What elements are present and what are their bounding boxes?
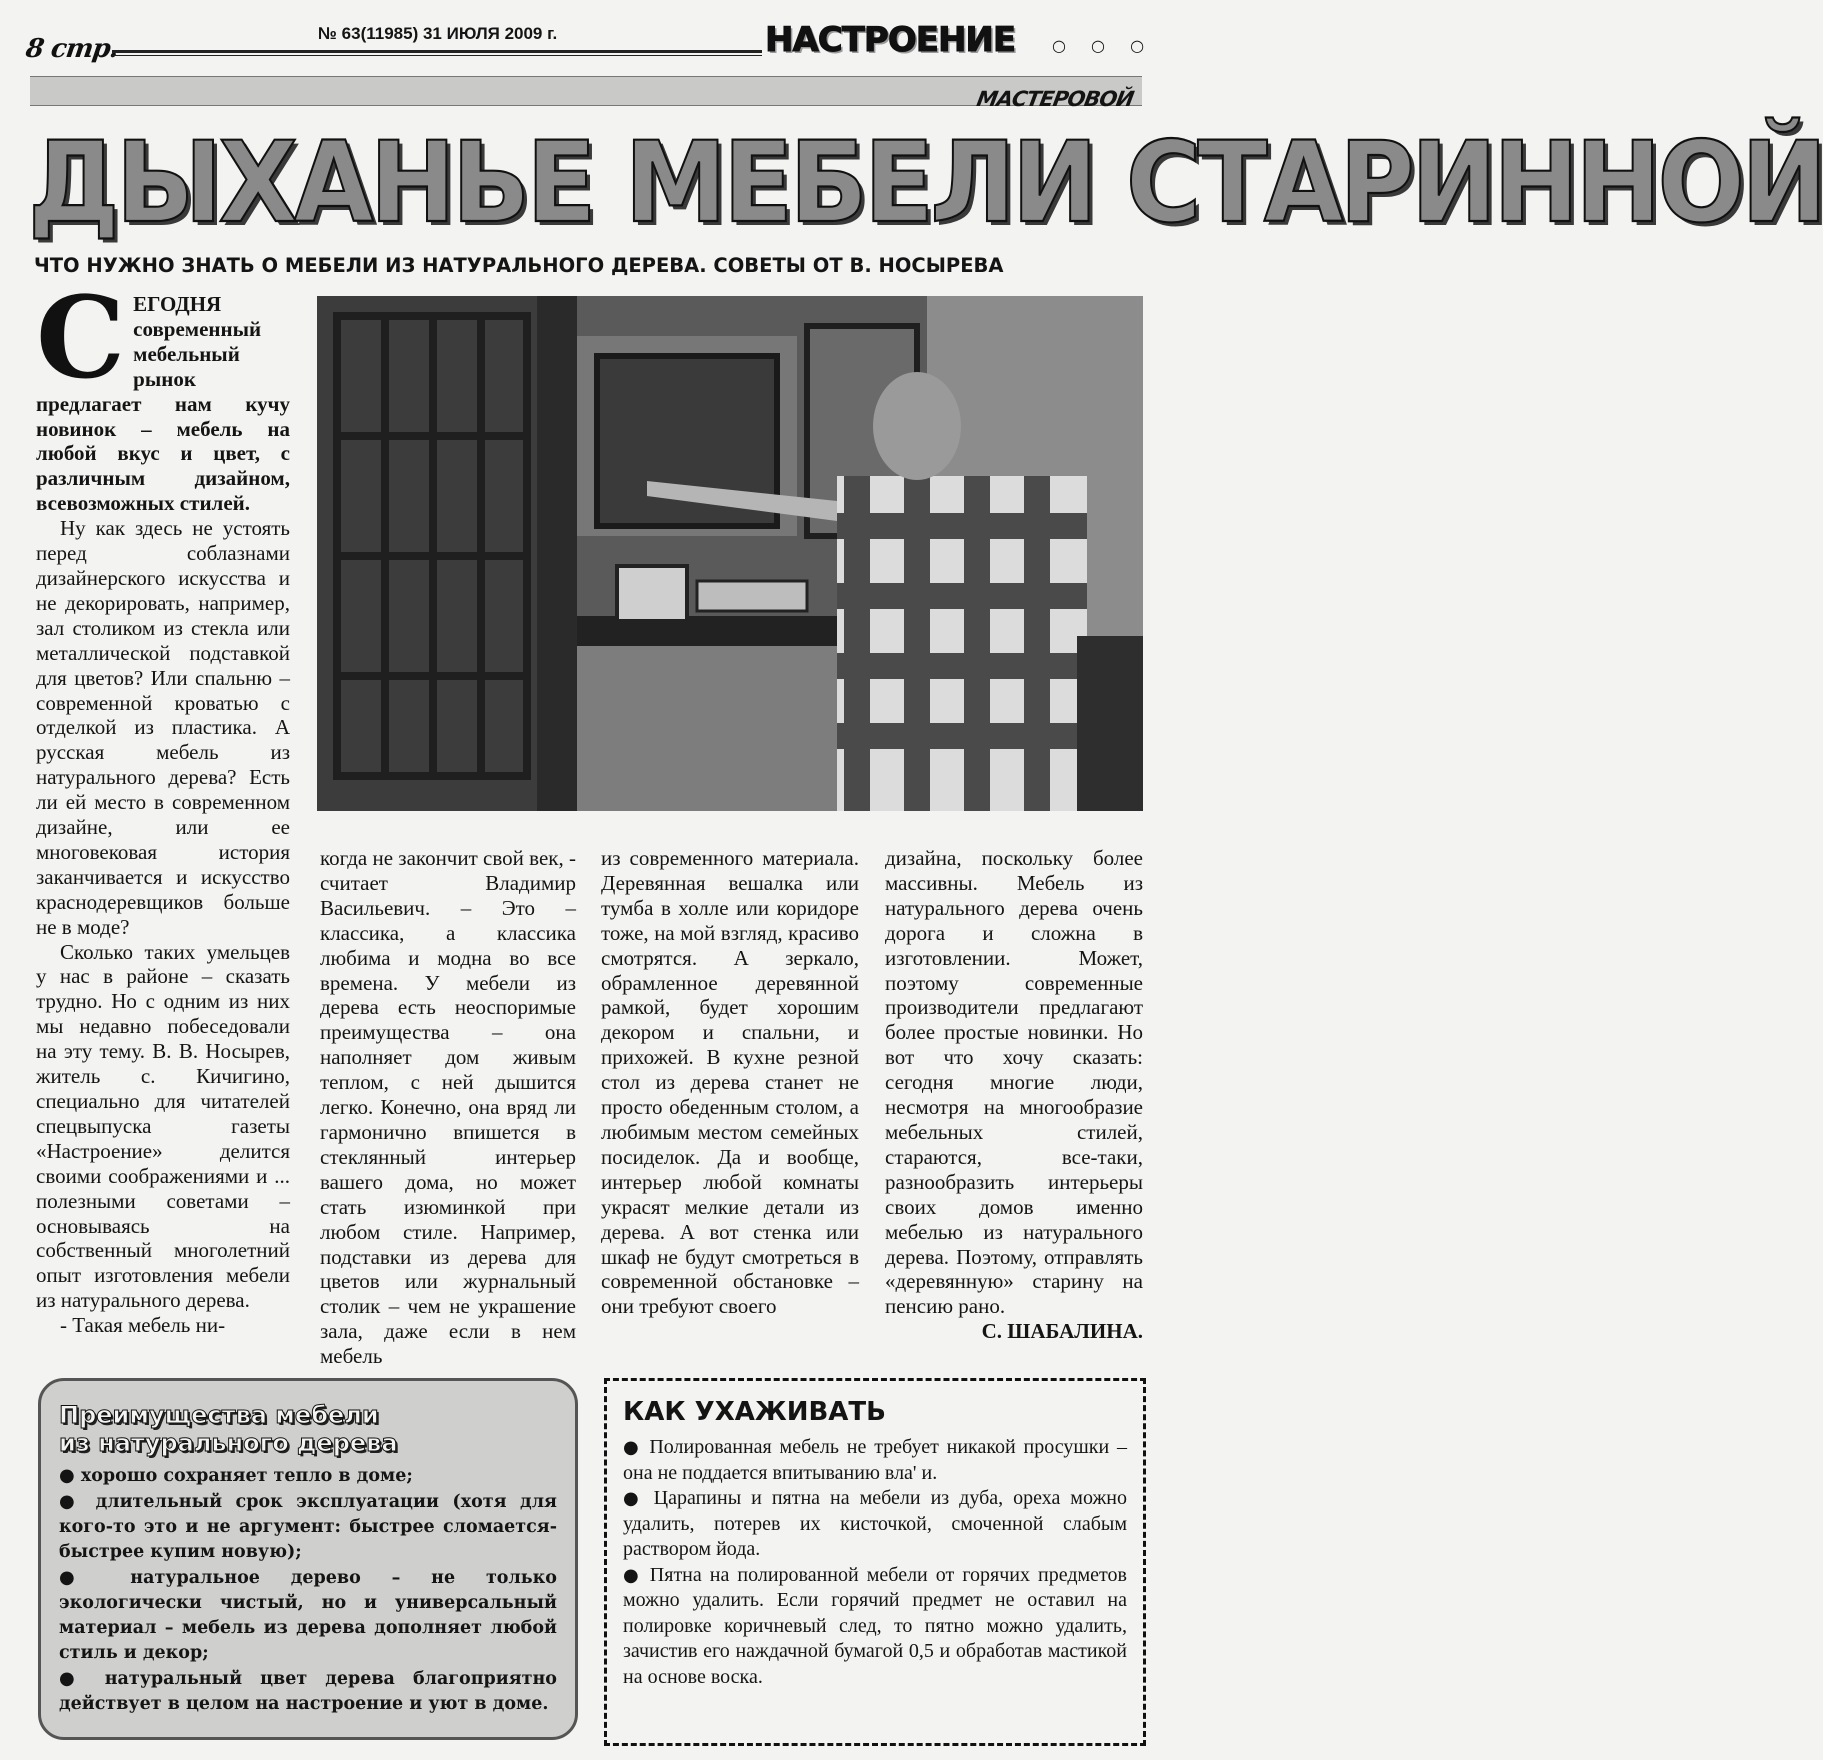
bullet-icon: ● xyxy=(59,1491,83,1512)
care-box xyxy=(604,1378,1146,1746)
bullet-icon: ● xyxy=(623,1488,644,1509)
list-item xyxy=(59,1463,557,1489)
lead-text: ЕГОДНЯ современный мебельный рынок предлагает нам кучу новинок – мебель на любой вкус и цвет, с различным дизайном, всевозможных стилей. xyxy=(36,292,290,516)
page-number: 8 стр. xyxy=(23,34,120,64)
dropcap: С xyxy=(36,273,126,404)
header-band xyxy=(30,76,1142,106)
headline: ДЫХАНЬЕ МЕБЕЛИ СТАРИННОЙ xyxy=(28,118,1823,248)
rubric-label: МАСТЕРОВОЙ xyxy=(974,87,1136,111)
page-header xyxy=(0,0,1173,80)
article-column-2 xyxy=(320,846,576,1369)
paragraph: дизайна, поскольку более массивны. Мебель из натурального дерева очень дорога и сложна в изготовлении. Может, поэтому современные производители предлагают более простые новинки. Но вот что хочу сказать: сегодня многие люди, несмотря на многообразие мебельных стилей, стараются, все-таки, разнообразить интерьеры своих домов именно мебелью из натурального дерева. Поэтому, отправлять «деревянную» старину на пенсию рано. xyxy=(885,846,1143,1319)
author-signature: С. ШАБАЛИНА. xyxy=(981,1319,1143,1344)
bullet-icon: ● xyxy=(59,1465,75,1486)
list-item-text: Полированная мебель не требует никакой просушки – она не поддается впитыванию вла' и. xyxy=(623,1436,1127,1484)
advantages-title xyxy=(59,1401,557,1457)
article-column-1 xyxy=(36,273,290,1338)
header-rule xyxy=(112,50,762,56)
list-item-text: хорошо сохраняет тепло в доме; xyxy=(80,1466,413,1486)
advantages-title-line-1: Преимущества мебели xyxy=(59,1401,379,1429)
list-item xyxy=(59,1666,557,1717)
list-item xyxy=(623,1486,1127,1563)
paragraph: когда не закончит свой век, - считает Владимир Васильевич. – Это – классика, а классика любима и модна во все времена. У мебели из дерева есть неоспоримые преимущества – она наполняет дом живым теплом, с ней дышится легко. Конечно, она вряд ли гармонично впишется в стеклянный интерьер вашего дома, но может стать изюминкой при любом стиле. Например, подставки из дерева для цветов или журнальный столик – чем не украшение зала, даже если в нем мебель xyxy=(320,846,576,1369)
paragraph: - Такая мебель ни- xyxy=(60,1313,226,1338)
bullet-icon: ● xyxy=(59,1567,100,1588)
advantages-box xyxy=(38,1378,578,1740)
care-list xyxy=(623,1435,1127,1690)
list-item-text: натуральное дерево – не только экологически чистый, но и универсальный материал – мебель из дерева дополняет любой стиль и декор; xyxy=(59,1568,557,1663)
list-item xyxy=(59,1489,557,1565)
article-column-4 xyxy=(885,846,1143,1344)
decorative-dots: ○ ○ ○ xyxy=(1052,36,1155,55)
care-title: КАК УХАЖИВАТЬ xyxy=(623,1397,886,1427)
advantages-title-line-2: из натурального дерева xyxy=(59,1429,398,1457)
list-item-text: Царапины и пятна на мебели из дуба, ореха можно удалить, потерев их кисточкой, смоченной слабым раствором йода. xyxy=(623,1487,1127,1560)
list-item xyxy=(59,1565,557,1666)
issue-info: № 63(11985) 31 ИЮЛЯ 2009 г. xyxy=(318,24,558,43)
newspaper-section-title: НАСТРОЕНИЕ xyxy=(765,20,1016,60)
article-column-3 xyxy=(601,846,859,1319)
list-item-text: длительный срок эксплуатации (хотя для кого-то это и не аргумент: быстрее сломается-быстрее купим новую); xyxy=(59,1492,557,1562)
article-lead xyxy=(36,273,290,516)
paragraph: из современного материала. Деревянная вешалка или тумба в холле или коридоре тоже, на мой взгляд, красиво смотрятся. А зеркало, обрамленное деревянной рамкой, будет хорошим декором и спальни, и прихожей. В кухне резной стол из дерева станет не просто обеденным столом, а любимым местом семейных посиделок. Да и вообще, интерьер любой комнаты украсят мелкие детали из дерева. А вот стенка или шкаф не будут смотреться в современной обстановке – они требуют своего xyxy=(601,846,859,1319)
list-item-text: натуральный цвет дерева благоприятно действует в целом на настроение и уют в доме. xyxy=(59,1669,557,1714)
bullet-icon: ● xyxy=(623,1437,642,1458)
advantages-list xyxy=(59,1463,557,1717)
list-item xyxy=(623,1435,1127,1486)
article-photo xyxy=(317,296,1143,811)
paragraph: Ну как здесь не устоять перед соблазнами дизайнерского искусства и не декорировать, например, зал столиком из стекла или металлической подставкой для цветов? Или спальню – современной кроватью с отделкой из пластика. А русская мебель из натурального дерева? Есть ли ей место в современном дизайне, или ее многовековая история заканчивается и искусство краснодеревщиков больше не в моде? xyxy=(36,516,290,939)
bullet-icon: ● xyxy=(59,1668,87,1689)
photo-illustration xyxy=(317,296,1143,811)
list-item-text: Пятна на полированной мебели от горячих предметов можно удалить. Если горячий предмет не оставил на полировке коричневый след, то пятно можно удалить, зачистив его наждачной бумагой 0,5 и обработав мастикой на основе воска. xyxy=(623,1563,1127,1688)
paragraph: Сколько таких умельцев у нас в районе – сказать трудно. Но с одним из них мы недавно побеседовали на эту тему. В. В. Носырев, житель с. Кичигино, специально для читателей спецвыпуска газеты «Настроение» делится своими соображениями и ... полезными советами – основываясь на собственный многолетний опыт изготовления мебели из натурального дерева. xyxy=(36,939,290,1313)
list-item xyxy=(623,1563,1127,1691)
subheadline: ЧТО НУЖНО ЗНАТЬ О МЕБЕЛИ ИЗ НАТУРАЛЬНОГО ДЕРЕВА. СОВЕТЫ ОТ В. НОСЫРЕВА xyxy=(34,254,1004,277)
bullet-icon: ● xyxy=(623,1564,642,1586)
